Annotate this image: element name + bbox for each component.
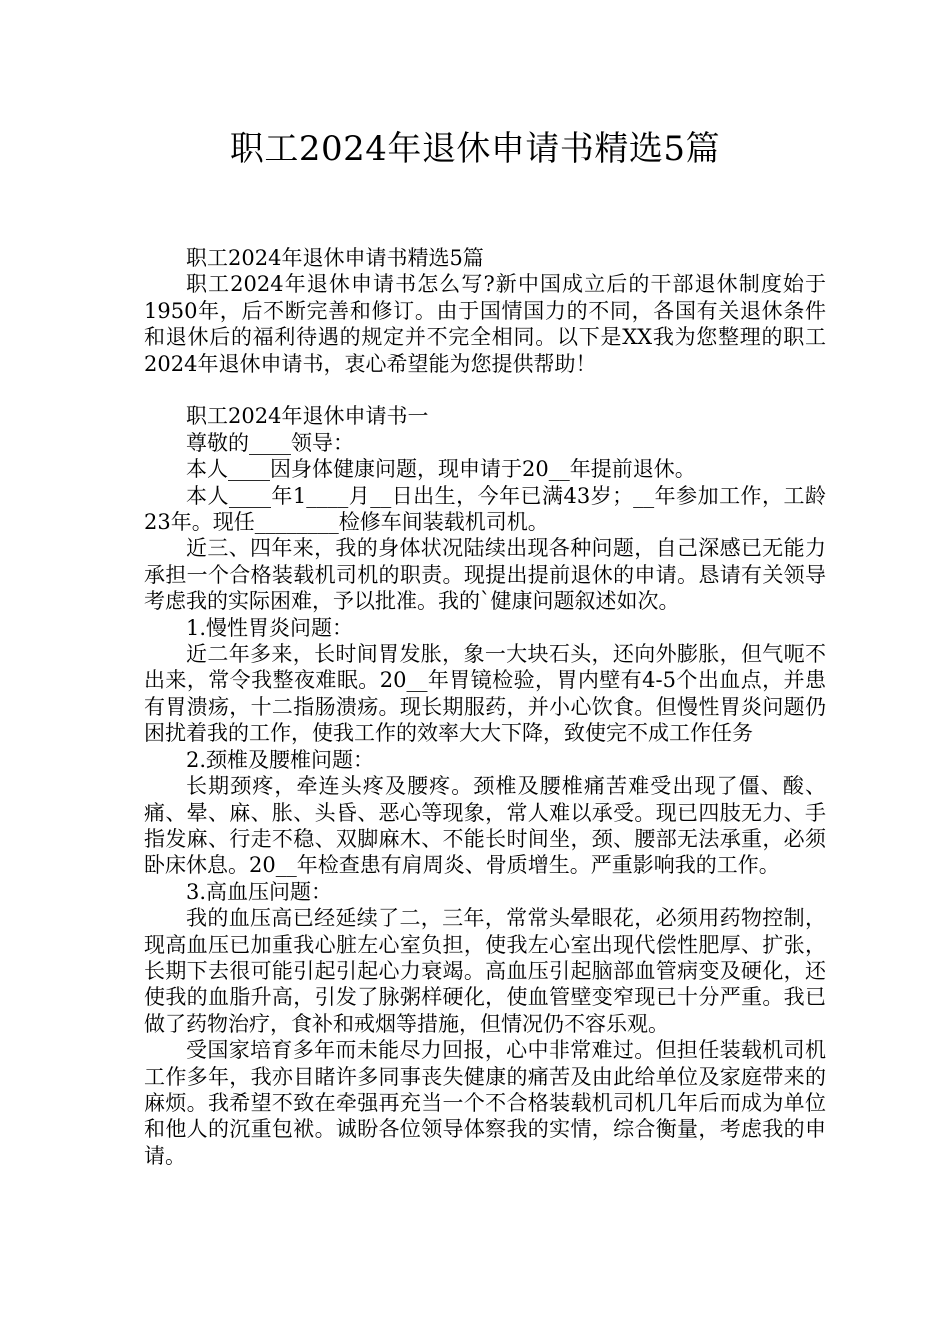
body-paragraph: 长期颈疼，牵连头疼及腰疼。颈椎及腰椎痛苦难受出现了僵、酸、痛、晕、麻、胀、头昏、恶心等现象，常人难以承受。现已四肢无力、手指发麻、行走不稳、双脚麻木、不能长时间坐，颈、腰部无法承重，必须卧床休息。20__年检查患有肩周炎、骨质增生。严重影响我的工作。 <box>144 774 826 878</box>
salutation: 尊敬的____领导： <box>186 430 354 455</box>
body-paragraph: 本人____因身体健康问题，现申请于20__年提前退休。 <box>186 457 696 482</box>
body-paragraph: 我的血压高已经延续了二，三年，常常头晕眼花，必须用药物控制，现高血压已加重我心脏左心室负担，使我左心室出现代偿性肥厚、扩张，长期下去很可能引起引起心力衰竭。高血压引起脑部血管病变及硬化，还使我的血脂升高，引发了脉粥样硬化，使血管壁变窄现已十分严重。我已做了药物治疗，食补和戒烟等措施，但情况仍不容乐观。 <box>144 906 826 1036</box>
subtitle-paragraph: 职工2024年退休申请书精选5篇 <box>186 246 484 270</box>
body-paragraph: 本人____年1____月__日出生，今年已满43岁；__年参加工作，工龄23年。现任________检修车间装载机司机。 <box>144 483 826 535</box>
intro-paragraph: 职工2024年退休申请书怎么写?新中国成立后的干部退休制度始于1950年，后不断完善和修订。由于国情国力的不同，各国有关退休条件和退休后的福利待遇的规定并不完全相同。以下是XX我为您整理的职工2024年退休申请书，衷心希望能为您提供帮助！ <box>144 272 826 376</box>
issue-heading: 1.慢性胃炎问题： <box>186 615 354 640</box>
issue-heading: 2.颈椎及腰椎问题： <box>186 747 375 772</box>
body-paragraph: 近三、四年来，我的身体状况陆续出现各种问题，自己深感已无能力承担一个合格装载机司机的职责。现提出提前退休的申请。恳请有关领导考虑我的实际困难，予以批准。我的`健康问题叙述如次。 <box>144 536 826 614</box>
document-title: 职工2024年退休申请书精选5篇 <box>229 129 721 169</box>
body-paragraph: 受国家培育多年而未能尽力回报，心中非常难过。但担任装载机司机工作多年，我亦目睹许多同事丧失健康的痛苦及由此给单位及家庭带来的麻烦。我希望不致在牵强再充当一个不合格装载机司机几年后而成为单位和他人的沉重包袱。诚盼各位领导体察我的实情，综合衡量，考虑我的申请。 <box>144 1038 826 1168</box>
document-body <box>144 245 826 1169</box>
body-paragraph: 近二年多来，长时间胃发胀，象一大块石头，还向外膨胀，但气呃不出来，常令我整夜难眠。20__年胃镜检验，胃内壁有4-5个出血点，并患有胃溃疡，十二指肠溃疡。现长期服药，并小心饮食。但慢性胃炎问题仍困扰着我的工作，使我工作的效率大大下降，致使完不成工作任务 <box>144 642 826 746</box>
issue-heading: 3.高血压问题： <box>186 879 333 904</box>
section-heading: 职工2024年退休申请书一 <box>186 404 429 429</box>
